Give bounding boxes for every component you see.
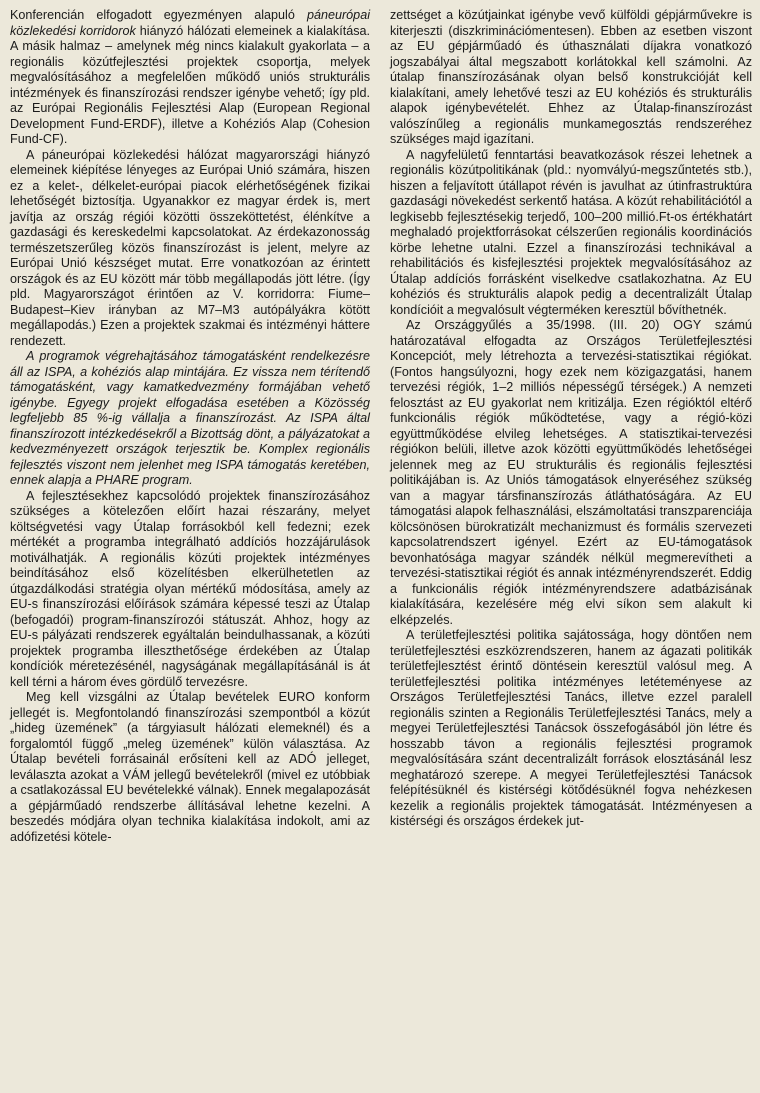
- paragraph: Az Országgyűlés a 35/1998. (III. 20) OGY számú határozatával elfogadta az Országos Területfejlesztési Koncepciót, mely létrehozta a tervezési-statisztikai régiókat. (Fontos hangsúlyozni, hogy ezek nem közigazgatási, hanem tervezési régiók, 1–2 milliós népességű térségek.) A nemzeti felosztást az EU gyakorlat nem kritizálja. Ezen régióktól eltérő funkcionális régiók működtetése, vagy a régió-közi együttműködése elvileg lehetséges. A statisztikai-tervezési régiókon belüli, illetve azok közötti együttműködés lehetőségei jelennek meg az EU strukturális és regionális fejlesztési politikájában is. Az Uniós támogatások elnyeréséhez szükség van a magyar társfinanszírozás átláthatóságára. Az EU támogatási alapok felhasználási, elszámoltatási transzparenciája kölcsönösen bürokratizált mechanizmust és formális szervezeti kapcsolatrendszert igényel. Ezért az EU-támogatások bevonhatósága magyar szándék nélkül megmerevítheti a tervezési-statisztikai régiót és annak intézményrendszerét. Eddig a funkcionális régiók intézményrendszere adatbázisának kialakítására, kezelésére még elvi síkon sem alakult ki elképzelés.: [390, 318, 752, 627]
- right-column: [390, 8, 752, 830]
- paragraph: A páneurópai közlekedési hálózat magyarországi hiányzó elemeinek kiépítése lényeges az Európai Unió számára, hiszen ez a kelet-, délkelet-európai piacok elérhetőségének fizikai lehetőségét biztosítja. Ugyanakkor ez magyar érdek is, mert javítja az ország régiói közötti összeköttetést, élénkítve a gazdasági és kereskedelmi kapcsolatokat. Az érdekazonosság természetszerűleg közös finanszírozást is jelent, melyre az Európai Unió készséget mutat. Erre vonatkozóan az érintett országok és az EU között már több megállapodás jött létre. (Így pld. Magyarországot érintően az V. korridorra: Fiume–Budapest–Kiev irányban az M7–M3 autópályákra kötött megállapodás.) Ezen a projektek szakmai és intézményi háttere rendezett.: [10, 147, 370, 348]
- text-run: Konferencián elfogadott egyezményen alapuló: [10, 8, 307, 22]
- paragraph: A fejlesztésekhez kapcsolódó projektek finanszírozásához szükséges a kötelezően előírt hazai részarány, melyet költségvetési vagy Útalap forrásokból kell fedezni; ezek mértékét a programba integrálható addíciós hozzájárulások motiválhatják. A regionális közúti projektek intézményes beindításához első közelítésben elkerülhetetlen az útgazdálkodási stratégia olyan mértékű módosítása, amely az EU-s finanszírozási előírások számára képessé teszi az Útalap (befogadói) program-finanszírozói státuszát. Ahhoz, hogy az EU-s pályázati rendszerek egyáltalán beindulhassanak, a közúti projektek programba illeszthetősége érdekében az Útalap kondíciók méretezésénél, nagyságának megállapításánál is át kell térni a három éves gördülő tervezésre.: [10, 488, 370, 689]
- paragraph: Meg kell vizsgálni az Útalap bevételek EURO konform jellegét is. Megfontolandó finanszírozási szempontból a közút „hideg üzemének” (a tárgyiasult hálózati elemeknél) és a forgalomtól függő „meleg üzemének” külön választása. Az Útalap bevételi forrásainál erősíteni kell az ADÓ jelleget, leválaszta azokat a VÁM jellegű bevételekről (mivel ez utóbbiak a csatlakozással EU bevételekké válnak). Ennek megalapozását a gépjárműadó rendszerbe állításával lehetne kezelni. A beszedés módjára olyan technika kialakítása indokolt, ami az adófizetési kötele-: [10, 690, 370, 844]
- paragraph: zettséget a közútjainkat igénybe vevő külföldi gépjárművekre is kiterjeszti (diszkriminációmentesen). Ebben az esetben viszont az EU gépjárműadó és úthasználati díjakra vonatkozó jogszabályai által megszabott korlátokkal kell számolni. Az útalap finanszírozásának olyan belső konstrukcióját kell kialakítani, amely lehetővé teszi az EU kohéziós és strukturális alapok igénybevételét. Ehhez az Útalap-finanszírozást valószínűleg a regionális munkamegosztás rendszeréhez szükséges majd igazítani.: [390, 8, 752, 146]
- paragraph: A területfejlesztési politika sajátossága, hogy döntően nem területfejlesztési eszközrendszeren, hanem az ágazati politikák területfejlesztést érintő döntésein keresztül valósul meg. A területfejlesztési politika intézményes letéteményese az Országos Területfejlesztési Tanács, illetve ezzel paralell regionális szinten a Regionális Területfejlesztési Tanács, mely a megyei Területfejlesztési Tanácsok összefogásából jön létre és hosszabb távon a regionális fejlesztési programok megvalósítására szánt decentralizált források elosztásánál lesz meghatározó szerepe. A megyei Területfejlesztési Tanácsok felépítésüknél és kistérségi kötődésüknél fogva nehézkesen kezelik a regionális projektek támogatását. Intézményesen a kistérségi és országos érdekek jut-: [390, 628, 752, 828]
- left-column: [10, 8, 370, 845]
- italic-paragraph: A programok végrehajtásához támogatásként rendelkezésre áll az ISPA, a kohéziós alap mintájára. Ez vissza nem térítendő támogatásként, vagy kamatkedvezmény formájában vehető igénybe. Egyegy projekt elfogadása esetében a Közösség legfeljebb 85 %-ig vállalja a finanszírozást. Az ISPA által finanszírozott intézkedésekről a Bizottság dönt, a pályázatokat a kedvezményezett országok terjesztik be. Komplex regionális fejlesztés viszont nem jelenhet meg ISPA támogatás keretében, ennek alapja a PHARE program.: [10, 349, 370, 487]
- paragraph: [10, 8, 370, 148]
- paragraph: A nagyfelületű fenntartási beavatkozások részei lehetnek a regionális közútpolitikának (pld.: nyomvályú-megszűntetés stb.), hiszen a feljavított útállapot révén is javulhat az útinfrastruktúra gazdasági növekedést serkentő hatása. A közút rehabilitációtól a legkisebb fejlesztésekig terjedő, 100–200 millió.Ft-os értékhatárt meghaladó projektforrásokat célszerűen regionális koordinációs körbe lehetne utalni. Ezzel a finanszírozási technikával a rehabilitációs és kisfejlesztési projektek megvalósításához az Útalap addíciós forrásként viselkedve csatlakozhatna. Az EU kohéziós és strukturális alapok pedig a decentralizált Útalap kondícióit a megvalósult végterméken keresztül bővíthetnék.: [390, 147, 752, 317]
- italic-text-run: páneurópai közlekedési korridorok: [10, 8, 370, 38]
- text-run: hiányzó hálózati elemeinek a kialakítása. A másik halmaz – amelynek még nincs kialakult gyakorlata – a regionális közútfejlesztési projektek csoportja, melyek megvalósításához a megfelelően működő uniós strukturális intézmények és finanszírozási rendszer igénybe vehető; így pld. az Európai Regionális Fejlesztési Alap (European Regional Development Fund-ERDF), illetve a Kohéziós Alap (Cohesion Fund-CF).: [10, 23, 371, 146]
